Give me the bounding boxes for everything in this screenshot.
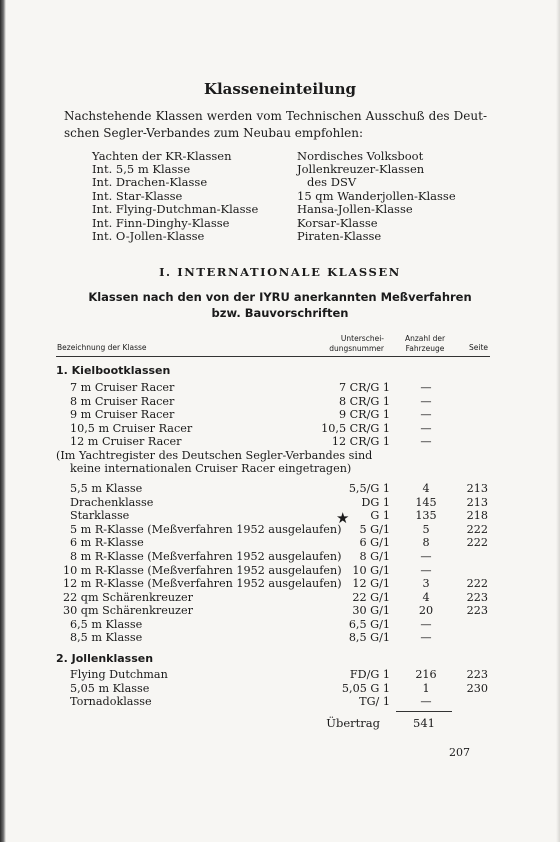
recommended-class-item: Int. Star-Klasse: [92, 189, 183, 203]
vessel-count: —: [420, 618, 432, 631]
class-name: 8 m Cruiser Racer: [70, 395, 175, 408]
vessel-count: 135: [415, 509, 437, 522]
column-header-number: [300, 334, 384, 354]
class-number: 30 G/1: [352, 604, 390, 617]
vessel-count: 8: [422, 536, 430, 549]
vessel-count: 3: [422, 577, 430, 590]
intro-line-2: schen Segler-Verbandes zum Neubau empfohlen:: [64, 126, 364, 140]
column-header-number-line-1: Unterschei-: [340, 334, 384, 343]
vessel-count: 216: [415, 668, 437, 681]
table-row: [0, 381, 560, 396]
class-name: 10,5 m Cruiser Racer: [70, 422, 193, 435]
column-header-count: [392, 334, 458, 354]
note-line-1: (Im Yachtregister des Deutschen Segler-Verbandes sind: [56, 449, 373, 462]
vessel-count: 4: [422, 482, 430, 495]
class-number: TG/ 1: [359, 695, 390, 708]
column-header-page: Seite: [468, 343, 488, 352]
class-name: 10 m R-Klasse (Meßverfahren 1952 ausgelaufen): [63, 564, 342, 577]
table-row: [0, 408, 560, 423]
class-name: 5,05 m Klasse: [70, 682, 150, 695]
class-name: 8,5 m Klasse: [70, 631, 143, 644]
class-number: 6,5 G/1: [348, 618, 390, 631]
recommended-class-item: Int. O-Jollen-Klasse: [92, 229, 205, 243]
section-subheading-line-2: bzw. Bauvorschriften: [211, 306, 349, 320]
header-divider: [56, 356, 490, 357]
page-ref: 230: [466, 682, 488, 695]
table-row: [0, 509, 560, 527]
recommended-class-item: Int. Drachen-Klasse: [92, 175, 208, 189]
carry-over-value: 541: [413, 716, 435, 730]
class-name: 12 m Cruiser Racer: [70, 435, 182, 448]
class-name: Tornadoklasse: [70, 695, 152, 708]
class-number: 5 G/1: [359, 523, 390, 536]
column-header-count-line-2: Fahrzeuge: [405, 344, 445, 353]
recommended-class-item: Int. Finn-Dinghy-Klasse: [92, 216, 230, 230]
class-name: 5,5 m Klasse: [70, 482, 143, 495]
vessel-count: —: [420, 395, 432, 408]
class-number: 6 G/1: [359, 536, 390, 549]
table-row: [0, 631, 560, 646]
recommended-class-item: des DSV: [307, 175, 357, 189]
page-ref: 218: [466, 509, 488, 522]
class-name: Starklasse: [70, 509, 130, 522]
class-number: 8 G/1: [359, 550, 390, 563]
class-name: 7 m Cruiser Racer: [70, 381, 175, 394]
recommended-class-item: Int. Flying-Dutchman-Klasse: [92, 202, 259, 216]
column-header-name: Bezeichnung der Klasse: [57, 343, 147, 352]
carry-over-label: Übertrag: [326, 716, 380, 730]
vessel-count: 5: [422, 523, 430, 536]
vessel-count: —: [420, 435, 432, 448]
recommended-class-item: Piraten-Klasse: [297, 229, 382, 243]
table-row: [0, 550, 560, 565]
recommended-class-item: Nordisches Volksboot: [297, 149, 424, 163]
class-number: 10,5 CR/G 1: [321, 422, 390, 435]
page-ref: 222: [466, 577, 488, 590]
intro-line-1: Nachstehende Klassen werden vom Technischen Ausschuß des Deut-: [64, 109, 487, 123]
class-number: 12 G/1: [352, 577, 390, 590]
class-number: 12 CR/G 1: [331, 435, 390, 448]
vessel-count: 1: [422, 682, 430, 695]
class-name: 9 m Cruiser Racer: [70, 408, 175, 421]
vessel-count: —: [420, 631, 432, 644]
recommended-class-item: Int. 5,5 m Klasse: [92, 162, 191, 176]
recommended-class-item: Yachten der KR-Klassen: [92, 149, 232, 163]
vessel-count: —: [420, 695, 432, 708]
column-header-count-line-1: Anzahl der: [404, 334, 446, 343]
vessel-count: —: [420, 550, 432, 563]
class-number: 5,5/G 1: [348, 482, 390, 495]
page-ref: 222: [466, 523, 488, 536]
vessel-count: —: [420, 408, 432, 421]
recommended-class-item: Jollenkreuzer-Klassen: [297, 162, 425, 176]
table-row: [0, 577, 560, 592]
recommended-class-item: Hansa-Jollen-Klasse: [297, 202, 413, 216]
page-ref: 223: [466, 591, 488, 604]
vessel-count: 20: [418, 604, 434, 617]
class-name: 22 qm Schärenkreuzer: [63, 591, 193, 604]
section-subheading-line-1: Klassen nach den von der IYRU anerkannten Meßverfahren: [88, 290, 472, 304]
class-number: G 1: [370, 509, 390, 522]
vessel-count: —: [420, 381, 432, 394]
class-number: 22 G/1: [352, 591, 390, 604]
table-row: [0, 668, 560, 683]
star-icon: ★: [336, 509, 350, 527]
class-number: DG 1: [361, 496, 390, 509]
page-ref: 213: [466, 482, 488, 495]
class-number: 9 CR/G 1: [338, 408, 390, 421]
class-name: 30 qm Schärenkreuzer: [63, 604, 193, 617]
class-number: 10 G/1: [352, 564, 390, 577]
class-name: 6,5 m Klasse: [70, 618, 143, 631]
table-row: [0, 695, 560, 710]
table-row: [0, 536, 560, 551]
group-title-kielboot: 1. Kielbootklassen: [56, 364, 171, 377]
page-ref: 223: [466, 604, 488, 617]
group-title-jollen: 2. Jollenklassen: [56, 652, 154, 665]
table-row: [0, 604, 560, 619]
recommended-class-item: Korsar-Klasse: [297, 216, 378, 230]
class-name: 8 m R-Klasse (Meßverfahren 1952 ausgelaufen): [70, 550, 342, 563]
class-number: 8 CR/G 1: [338, 395, 390, 408]
vessel-count: 4: [422, 591, 430, 604]
recommended-class-item: 15 qm Wanderjollen-Klasse: [297, 189, 456, 203]
class-number: 7 CR/G 1: [338, 381, 390, 394]
class-name: 5 m R-Klasse (Meßverfahren 1952 ausgelaufen): [70, 523, 342, 536]
class-name: 6 m R-Klasse: [70, 536, 144, 549]
column-header-number-line-2: dungsnummer: [329, 344, 384, 353]
page-number: 207: [449, 746, 470, 759]
page-ref: 223: [466, 668, 488, 681]
class-number: 8,5 G/1: [348, 631, 390, 644]
page-title: Klasseneinteilung: [203, 80, 357, 98]
vessel-count: —: [420, 564, 432, 577]
table-row: [0, 482, 560, 497]
vessel-count: 145: [415, 496, 437, 509]
page-ref: 213: [466, 496, 488, 509]
class-name: Flying Dutchman: [70, 668, 168, 681]
class-name: 12 m R-Klasse (Meßverfahren 1952 ausgelaufen): [63, 577, 342, 590]
page-ref: 222: [466, 536, 488, 549]
class-number: FD/G 1: [349, 668, 390, 681]
vessel-count: —: [420, 422, 432, 435]
section-heading: I. INTERNATIONALE KLASSEN: [159, 265, 401, 279]
note-line-2: keine internationalen Cruiser Racer eingetragen): [70, 462, 352, 475]
sum-divider: [396, 711, 452, 712]
class-number: 5,05 G 1: [341, 682, 390, 695]
table-row: [0, 435, 560, 450]
class-name: Drachenklasse: [70, 496, 154, 509]
